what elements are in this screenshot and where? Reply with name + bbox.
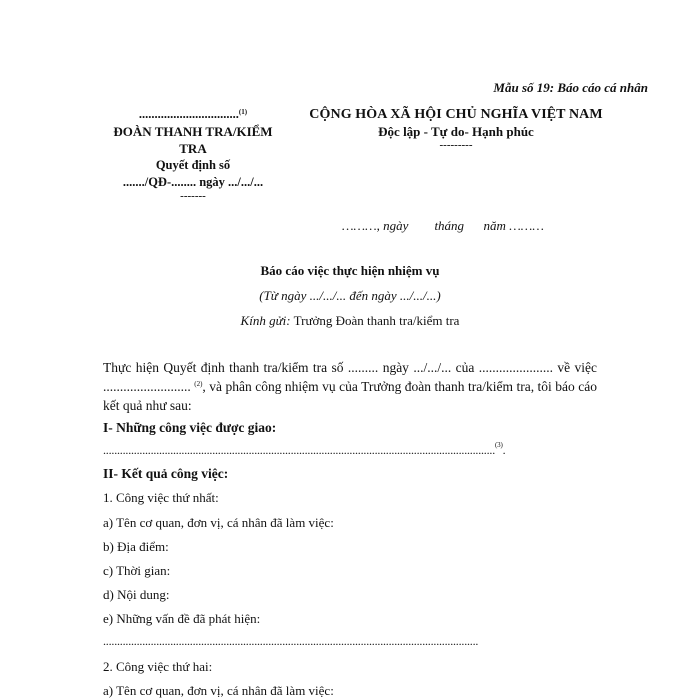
job1-item-e: e) Những vấn đề đã phát hiện: [103, 611, 261, 626]
agency-header [98, 106, 288, 201]
agency-footnote-ref: (1) [238, 108, 248, 116]
intro-footnote-ref: (2) [194, 380, 203, 388]
section1-end: . [502, 443, 506, 457]
section1-dots: ............................................................................................................................................ [103, 443, 496, 457]
report-title: Báo cáo việc thực hiện nhiệm vụ [260, 263, 440, 278]
form-label: Mẫu số 19: Báo cáo cá nhân [493, 80, 648, 95]
intro-part1: Thực hiện Quyết định thanh tra/kiểm tra số ......... ngày .../.../... của ...................... về việc .......................... [103, 360, 597, 394]
agency-dots: ................................ [138, 107, 239, 121]
section1-title: I- Những công việc được giao: [103, 420, 277, 435]
job1-item-d: d) Nội dung: [103, 587, 170, 602]
recipient-label: Kính gửi: [240, 313, 291, 328]
recipient-line [0, 313, 700, 329]
left-header-rule: ------- [180, 190, 206, 202]
job1-item-b: b) Địa điểm: [103, 539, 169, 554]
section2-title: II- Kết quả công việc: [103, 466, 229, 481]
recipient-name: Trưởng Đoàn thanh tra/kiểm tra [293, 313, 460, 328]
inspection-team-line2: TRA [179, 141, 207, 156]
job1-item-a: a) Tên cơ quan, đơn vị, cá nhân đã làm việc: [103, 515, 334, 530]
nation-name: CỘNG HÒA XÃ HỘI CHỦ NGHĨA VIỆT NAM [309, 107, 603, 122]
job2-title: 2. Công việc thứ hai: [103, 659, 213, 674]
inspection-team-name [98, 123, 288, 157]
decision-number: ......./QĐ-........ ngày .../.../... [122, 175, 264, 189]
national-motto: Độc lập - Tự do- Hạnh phúc [378, 124, 534, 139]
national-header [300, 105, 612, 150]
intro-paragraph [103, 358, 597, 415]
inspection-team-line1: ĐOÀN THANH TRA/KIỂM [113, 124, 273, 139]
section1-footnote-ref: (3) [495, 441, 503, 449]
decision-label: Quyết định số [155, 158, 231, 172]
job1-title: 1. Công việc thứ nhất: [103, 490, 219, 505]
agency-name-line [98, 106, 288, 123]
job2-item-a: a) Tên cơ quan, đơn vị, cá nhân đã làm việc: [103, 683, 334, 698]
intro-part2: , và phân công nhiệm vụ của Trưởng đoàn thanh tra/kiểm tra, tôi báo cáo kết quả như sau: [103, 379, 597, 413]
right-header-rule: --------- [439, 139, 473, 151]
job1-dots: ...................................................................................................................................... [103, 634, 479, 648]
job1-item-c: c) Thời gian: [103, 563, 171, 578]
date-line: ………, ngày tháng năm ……… [342, 218, 544, 233]
report-period: (Từ ngày .../.../... đến ngày .../.../...) [259, 288, 441, 303]
section1-dots-line [103, 443, 505, 458]
